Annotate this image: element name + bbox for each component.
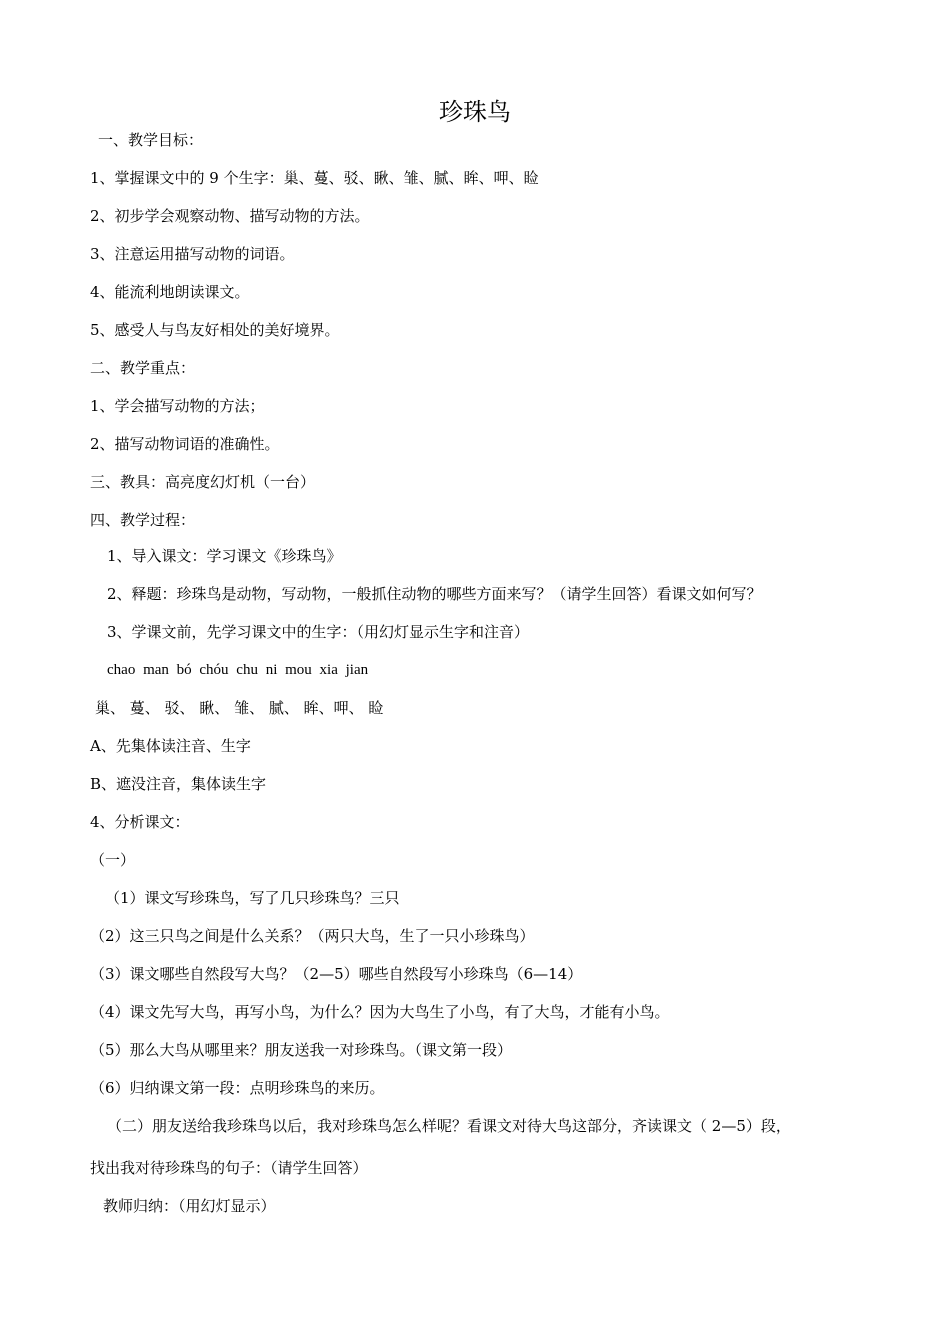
section-heading-key-points: 二、教学重点： (90, 359, 196, 377)
subsection-one: （一） (90, 851, 136, 869)
pinyin-row: chao man bó chóu chu ni mou xia jian (107, 662, 369, 678)
subsection-two: （二）朋友送给我珍珠鸟以后，我对珍珠鸟怎么样呢？看课文对待大鸟这部分，齐读课文（ 2—5）段， (107, 1117, 791, 1135)
process-step-3: 3、学课文前，先学习课文中的生字：（用幻灯显示生字和注音） (107, 623, 530, 641)
key-point-item-1: 1、学会描写动物的方法； (90, 397, 265, 415)
objective-item-1: 1、掌握课文中的 9 个生字：巢、蔓、驳、瞅、雏、腻、眸、呷、睑 (90, 169, 539, 187)
question-6: （6）归纳课文第一段：点明珍珠鸟的来历。 (90, 1079, 385, 1097)
teacher-summary: 教师归纳：（用幻灯显示） (103, 1197, 276, 1215)
objective-item-4: 4、能流利地朗读课文。 (90, 283, 250, 301)
section-heading-teaching-aids: 三、教具：高亮度幻灯机（一台） (90, 473, 316, 491)
subsection-two-continued: 找出我对待珍珠鸟的句子：（请学生回答） (90, 1159, 368, 1177)
key-point-item-2: 2、描写动物词语的准确性。 (90, 435, 280, 453)
document-title: 珍珠鸟 (439, 98, 511, 126)
section-heading-process: 四、教学过程： (90, 511, 196, 529)
process-step-4: 4、分析课文： (90, 813, 190, 831)
question-3: （3）课文哪些自然段写大鸟？（2—5）哪些自然段写小珍珠鸟（6—14） (90, 965, 583, 983)
question-4: （4）课文先写大鸟，再写小鸟，为什么？因为大鸟生了小鸟，有了大鸟，才能有小鸟。 (90, 1003, 670, 1021)
objective-item-5: 5、感受人与鸟友好相处的美好境界。 (90, 321, 340, 339)
reading-step-b: B、遮没注音，集体读生字 (90, 775, 267, 793)
reading-step-a: A、先集体读注音、生字 (90, 737, 251, 755)
process-step-1: 1、导入课文：学习课文《珍珠鸟》 (107, 547, 342, 565)
objective-item-2: 2、初步学会观察动物、描写动物的方法。 (90, 207, 370, 225)
question-2: （2）这三只鸟之间是什么关系？（两只大鸟，生了一只小珍珠鸟） (90, 927, 535, 945)
section-heading-objectives: 一、教学目标： (98, 131, 204, 149)
question-5: （5）那么大鸟从哪里来？朋友送我一对珍珠鸟。（课文第一段） (90, 1041, 513, 1059)
character-row: 巢、 蔓、 驳、 瞅、 雏、 腻、 眸、呷、 睑 (95, 699, 384, 717)
objective-item-3: 3、注意运用描写动物的词语。 (90, 245, 295, 263)
question-1: （1）课文写珍珠鸟，写了几只珍珠鸟？三只 (105, 889, 400, 907)
process-step-2: 2、释题：珍珠鸟是动物，写动物，一般抓住动物的哪些方面来写？（请学生回答）看课文如何写？ (107, 585, 762, 603)
